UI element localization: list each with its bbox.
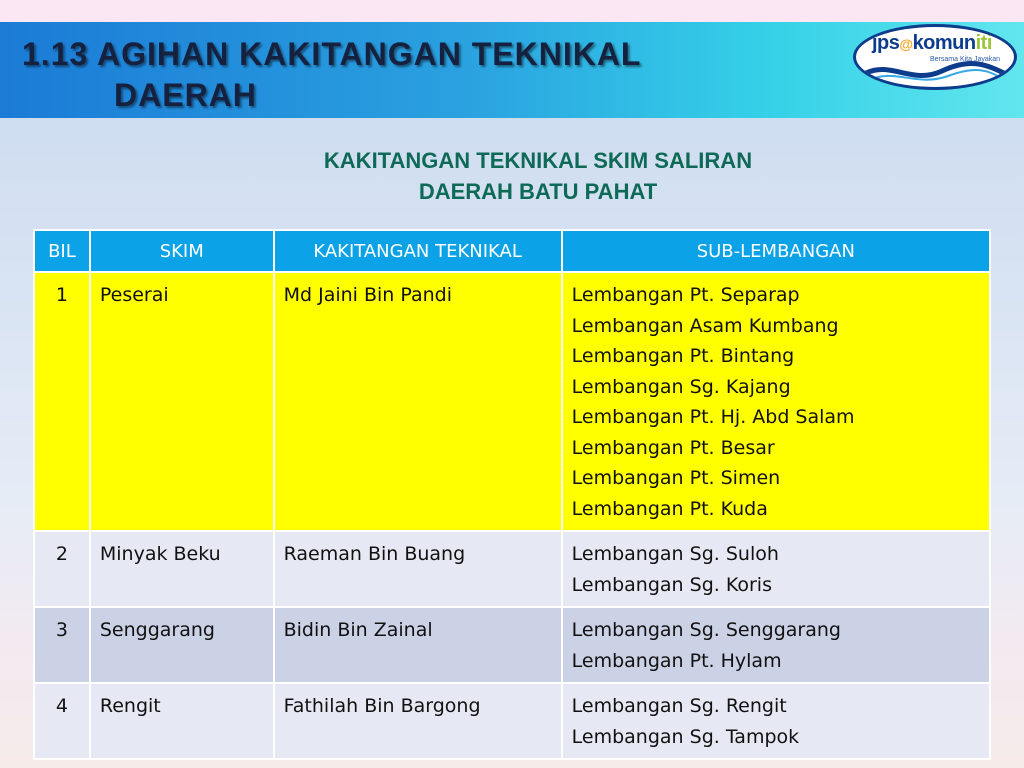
sub-lembangan-item: Lembangan Sg. Rengit [571,695,787,717]
staff-allocation-table [33,229,991,760]
header-skim: SKIM [90,230,274,272]
bil-cell: 1 [34,272,90,531]
staff-cell: Fathilah Bin Bargong [274,683,562,759]
table-row [34,531,990,607]
sub-lembangan-item: Lembangan Pt. Separap [571,284,800,306]
jps-komuniti-logo [853,24,1017,90]
sub-lembangan-cell [562,531,990,607]
header-kakitangan-teknikal: KAKITANGAN TEKNIKAL [274,230,562,272]
sub-lembangan-item: Lembangan Sg. Tampok [571,725,800,748]
table-caption-line-1: KAKITANGAN TEKNIKAL SKIM SALIRAN [323,148,753,173]
sub-lembangan-item: Lembangan Sg. Kajang [571,375,791,398]
sub-lembangan-item: Lembangan Sg. Suloh [571,543,779,565]
bil-cell: 2 [34,531,90,607]
sub-lembangan-item: Lembangan Pt. Besar [571,436,775,459]
sub-lembangan-item: Lembangan Pt. Kuda [571,497,768,520]
header-bil: BIL [34,230,90,272]
skim-cell: Minyak Beku [90,531,274,607]
logo-tagline: Bersama Kita Jayakan [930,56,1001,63]
staff-cell: Md Jaini Bin Pandi [274,272,562,531]
slide-title [22,34,641,116]
logo-at: @ [899,36,913,52]
logo-wordmark [872,32,992,55]
sub-lembangan-cell [562,272,990,531]
skim-cell: Peserai [90,272,274,531]
skim-cell: Senggarang [90,607,274,683]
sub-lembangan-item: Lembangan Sg. Senggarang [571,619,841,641]
header-sub-lembangan: SUB-LEMBANGAN [562,230,990,272]
sub-lembangan-cell [562,683,990,759]
sub-lembangan-item: Lembangan Pt. Hj. Abd Salam [571,406,855,428]
bil-cell: 3 [34,607,90,683]
sub-lembangan-item: Lembangan Pt. Simen [571,467,781,489]
logo-mid: komun [912,32,976,54]
slide-title-line-2: DAERAH [114,77,257,113]
sub-lembangan-item: Lembangan Asam Kumbang [571,314,839,337]
table-caption-line-2: DAERAH BATU PAHAT [418,179,658,204]
top-strip [0,0,1024,22]
staff-cell: Bidin Bin Zainal [274,607,562,683]
logo-suffix: iti [975,32,992,54]
river-wave-icon [862,59,1012,85]
sub-lembangan-cell [562,607,990,683]
sub-lembangan-item: Lembangan Pt. Bintang [571,345,795,367]
sub-lembangan-item: Lembangan Sg. Koris [571,573,772,596]
logo-prefix: jps [872,32,900,54]
table-row [34,683,990,759]
table-header-row [34,230,990,272]
table-row [34,607,990,683]
table-row [34,272,990,531]
sub-lembangan-item: Lembangan Pt. Hylam [571,649,782,672]
table-caption [230,145,846,207]
staff-cell: Raeman Bin Buang [274,531,562,607]
bil-cell: 4 [34,683,90,759]
skim-cell: Rengit [90,683,274,759]
slide-title-line-1: 1.13 AGIHAN KAKITANGAN TEKNIKAL [22,36,642,72]
